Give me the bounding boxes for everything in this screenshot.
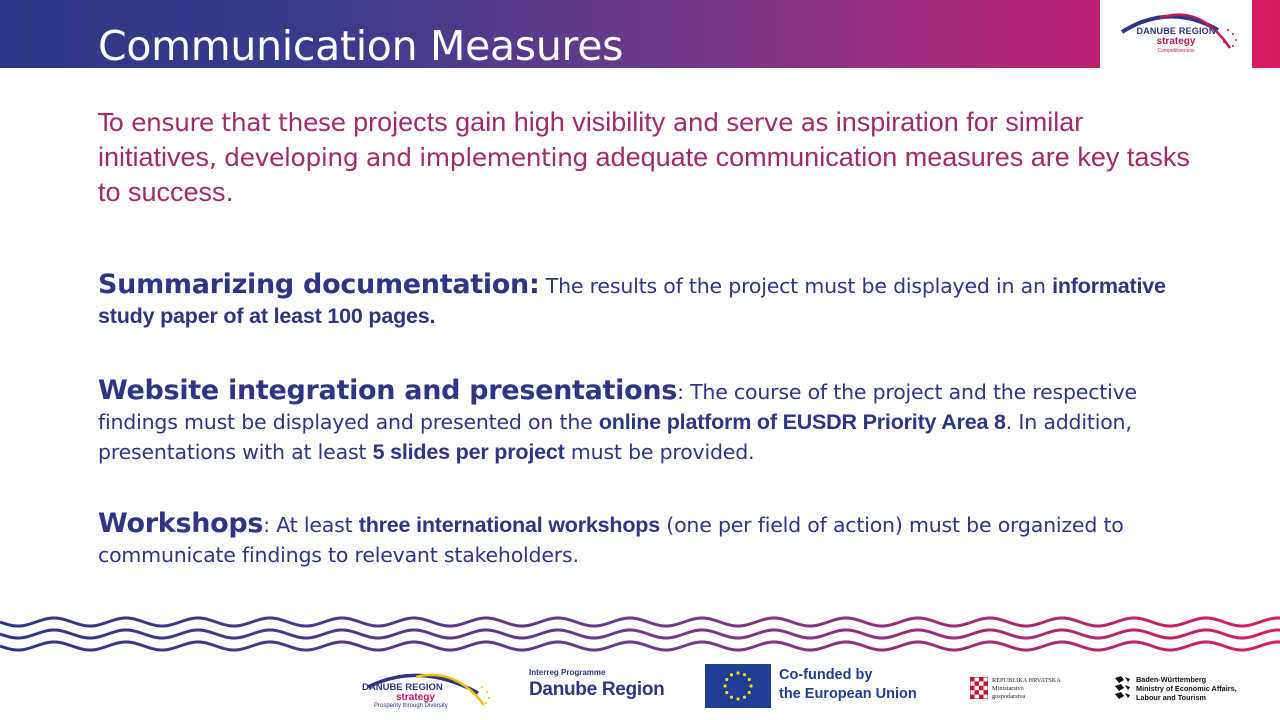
footer-eu-logo: [705, 664, 925, 708]
bw-line2: Ministry of Economic Affairs,: [1136, 684, 1237, 694]
eu-star: [730, 696, 733, 699]
eu-star: [743, 673, 746, 676]
eu-star: [730, 673, 733, 676]
eu-flag-icon: [705, 664, 771, 708]
page-title: Communication Measures: [98, 22, 624, 70]
header-logo: [1100, 0, 1252, 68]
section-text: : The course of the project and the respective findings must be displayed and presented on the: [98, 380, 1137, 434]
intro-text-1: To ensure that these: [98, 108, 354, 137]
footer-croatia-ministry-logo: [970, 676, 1080, 702]
eu-star: [743, 696, 746, 699]
eu-star: [725, 691, 728, 694]
intro-text-2: and serve as: [665, 108, 836, 137]
wave-decoration: [0, 612, 1280, 656]
header-logo-line2: strategy: [1156, 36, 1196, 47]
interreg-line1: Interreg Programme: [529, 668, 606, 677]
eu-star: [749, 684, 752, 687]
intro-highlight-2: inspiration for similar initiatives: [98, 107, 1084, 172]
footer-interreg-logo: [529, 668, 664, 701]
eu-star: [736, 671, 739, 674]
eu-star: [723, 684, 726, 687]
section-bold-text: informative study paper of at least 100 pages.: [98, 274, 1166, 328]
section-bold-text: three international workshops: [358, 513, 660, 537]
drs-line2: strategy: [396, 692, 435, 703]
eu-star: [748, 678, 751, 681]
intro-paragraph: [98, 105, 1198, 210]
section-website-integration: [98, 376, 1198, 467]
section-text: The results of the project must be displayed in an: [539, 274, 1053, 298]
croatia-line3: gospodarstva: [992, 693, 1026, 701]
footer-danube-strategy-logo: [360, 665, 496, 711]
drs-line3: Prosperity through Diversity: [374, 703, 448, 709]
croatia-coat-of-arms-icon: [970, 677, 988, 699]
bw-line1: Baden-Württemberg: [1136, 675, 1207, 684]
footer-bw-ministry-logo: [1112, 674, 1252, 704]
header-logo-line1: DANUBE REGION: [1136, 26, 1216, 36]
eu-line1: Co-funded by: [779, 667, 873, 683]
eu-star: [725, 678, 728, 681]
section-heading: Workshops: [98, 508, 264, 539]
bw-coat-of-arms-icon: [1112, 674, 1132, 700]
section-text: : At least: [263, 513, 359, 537]
intro-highlight-1: projects gain high visibility: [353, 107, 666, 137]
section-text: must be provided.: [564, 440, 755, 464]
eu-star: [736, 697, 739, 700]
section-heading: Summarizing documentation:: [98, 269, 540, 300]
header-logo-line3: Competitiveness: [1157, 48, 1195, 54]
intro-text-4: .: [225, 178, 234, 207]
section-summarizing-documentation: [98, 270, 1198, 331]
drs-line1: DANUBE REGION: [362, 682, 443, 693]
interreg-line2: Danube Region: [529, 679, 665, 700]
section-bold-text: 5 slides per project: [372, 440, 565, 464]
section-bold-text: online platform of EUSDR Priority Area 8: [598, 410, 1006, 434]
bw-line3: Labour and Tourism: [1136, 693, 1206, 703]
intro-text-3: , developing and implementing: [209, 143, 596, 172]
section-workshops: [98, 509, 1198, 570]
section-heading: Website integration and presentations: [98, 375, 678, 406]
croatia-line2: Ministarstvo: [992, 685, 1024, 693]
eu-line2: the European Union: [779, 686, 917, 702]
intro-highlight-3: adequate communication measures are key tasks to success: [98, 142, 1190, 207]
croatia-line1: REPUBLIKA HRVATSKA: [992, 677, 1061, 684]
section-text: . In addition, presentations with at least: [98, 410, 1132, 464]
section-text: (one per field of action) must be organized to communicate findings to relevant stakeholders.: [98, 513, 1124, 567]
eu-star: [748, 691, 751, 694]
